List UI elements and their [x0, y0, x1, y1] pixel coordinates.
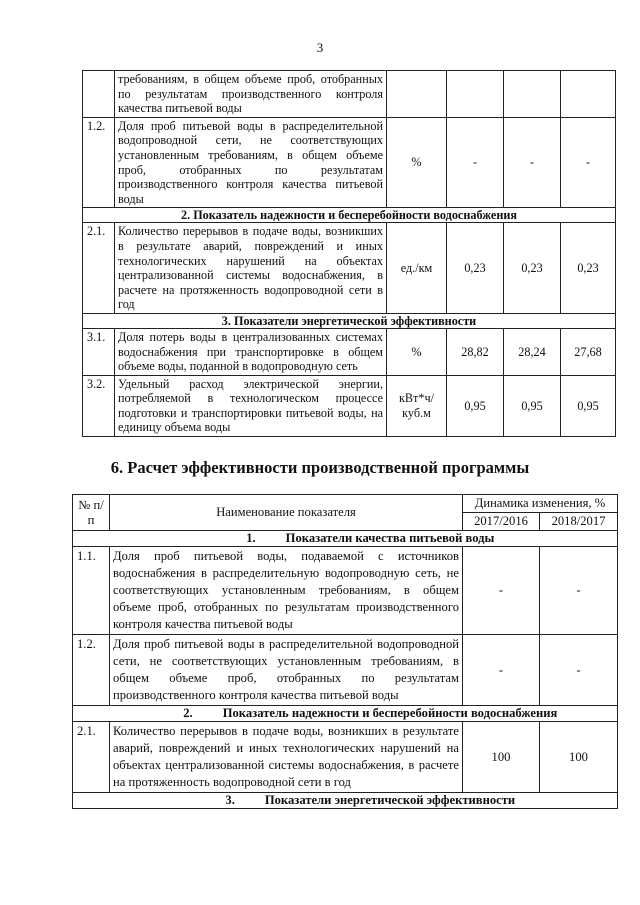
row-value-1: - — [463, 635, 540, 706]
table-row — [83, 375, 616, 436]
efficiency-table — [72, 494, 618, 809]
header-col1: 2017/2016 — [463, 513, 540, 531]
table-row — [73, 635, 618, 706]
row-number: 3.2. — [83, 375, 115, 436]
section-title: 3. Показатели энергетической эффективности — [83, 313, 616, 328]
row-value-1: - — [463, 547, 540, 635]
section-row — [83, 313, 616, 328]
row-number: 2.1. — [83, 223, 115, 314]
row-indicator: Доля проб питьевой воды в распределительной водопроводной сети, не соответствующих установленным требованиям, в общем объеме проб, отобранных по результатам производственного контроля качества питьевой воды — [115, 117, 387, 208]
page-number: 3 — [316, 40, 324, 55]
row-unit: % — [387, 117, 447, 208]
row-number — [83, 71, 115, 118]
section-row — [73, 793, 618, 809]
row-value-1: 0,95 — [447, 375, 504, 436]
row-value-1: 0,23 — [447, 223, 504, 314]
section-title — [73, 793, 618, 809]
row-value-2: 0,23 — [504, 223, 561, 314]
row-value-3: 27,68 — [561, 328, 616, 375]
section-text: Показатель надежности и бесперебойности водоснабжения — [222, 706, 558, 720]
row-indicator: Доля проб питьевой воды в распределительной водопроводной сети, не соответствующих установленным требованиям, в общем объеме проб, отобранных по результатам производственного контроля качества питьевой воды — [110, 635, 463, 706]
section-number: 3. — [225, 793, 235, 807]
row-value-3 — [561, 71, 616, 118]
efficiency-table-body — [73, 531, 618, 809]
row-value-2: 28,24 — [504, 328, 561, 375]
section-number: 2. — [183, 706, 193, 720]
row-value-3: - — [561, 117, 616, 208]
table-row — [83, 328, 616, 375]
section-row — [73, 706, 618, 722]
row-value-2: 100 — [540, 722, 618, 793]
row-indicator: Количество перерывов в подаче воды, возникших в результате аварий, повреждений и иных технологических нарушений на объектах централизованной системы водоснабжения, в расчете на протяженность водопроводной сети в год — [115, 223, 387, 314]
row-number: 3.1. — [83, 328, 115, 375]
header-name: Наименование показателя — [110, 495, 463, 531]
row-number: 2.1. — [73, 722, 110, 793]
row-value-2: - — [540, 635, 618, 706]
row-unit: ед./км — [387, 223, 447, 314]
row-value-1: 100 — [463, 722, 540, 793]
row-indicator: Доля потерь воды в централизованных системах водоснабжения при транспортировке в общем объеме воды, поданной в водопроводную сеть — [115, 328, 387, 375]
row-value-3: 0,23 — [561, 223, 616, 314]
table-row — [83, 71, 616, 118]
section-text: Показатели энергетической эффективности — [264, 793, 516, 807]
row-indicator: Количество перерывов в подаче воды, возникших в результате аварий, повреждений и иных технологических нарушений на объектах централизованной системы водоснабжения, в расчете на протяженность водопроводной сети в год — [110, 722, 463, 793]
header-dynamics: Динамика изменения, % — [463, 495, 618, 513]
table-row — [73, 547, 618, 635]
table-row — [73, 722, 618, 793]
row-indicator: Доля проб питьевой воды, подаваемой с источников водоснабжения в распределительную водопроводную сеть, не соответствующих установленным требованиям, в общем объеме проб, отобранных по результатам производственного контроля качества питьевой воды — [110, 547, 463, 635]
row-value-2: - — [504, 117, 561, 208]
row-number: 1.2. — [73, 635, 110, 706]
row-value-2: 0,95 — [504, 375, 561, 436]
indicators-table-body — [83, 71, 616, 437]
row-value-1: - — [447, 117, 504, 208]
section-number: 1. — [246, 531, 256, 545]
table-row — [83, 223, 616, 314]
row-indicator: Удельный расход электрической энергии, потребляемой в технологическом процессе подготовки и транспортировки питьевой воды, на единицу объема воды — [115, 375, 387, 436]
row-indicator: требованиям, в общем объеме проб, отобранных по результатам производственного контроля качества питьевой воды — [115, 71, 387, 118]
row-number: 1.2. — [83, 117, 115, 208]
row-value-2: - — [540, 547, 618, 635]
efficiency-header-row — [73, 495, 618, 513]
row-value-1 — [447, 71, 504, 118]
section-heading: 6. Расчет эффективности производственной программы — [110, 458, 530, 477]
section-row — [73, 531, 618, 547]
section-title — [73, 706, 618, 722]
indicators-table — [82, 70, 616, 437]
row-unit: % — [387, 328, 447, 375]
section-text: Показатели качества питьевой воды — [285, 531, 495, 545]
row-value-2 — [504, 71, 561, 118]
section-title: 2. Показатель надежности и бесперебойности водоснабжения — [83, 208, 616, 223]
section-row — [83, 208, 616, 223]
section-title — [73, 531, 618, 547]
header-num: № п/п — [73, 495, 110, 531]
row-value-1: 28,82 — [447, 328, 504, 375]
row-number: 1.1. — [73, 547, 110, 635]
header-col2: 2018/2017 — [540, 513, 618, 531]
row-unit — [387, 71, 447, 118]
row-unit: кВт*ч/куб.м — [387, 375, 447, 436]
row-value-3: 0,95 — [561, 375, 616, 436]
table-row — [83, 117, 616, 208]
